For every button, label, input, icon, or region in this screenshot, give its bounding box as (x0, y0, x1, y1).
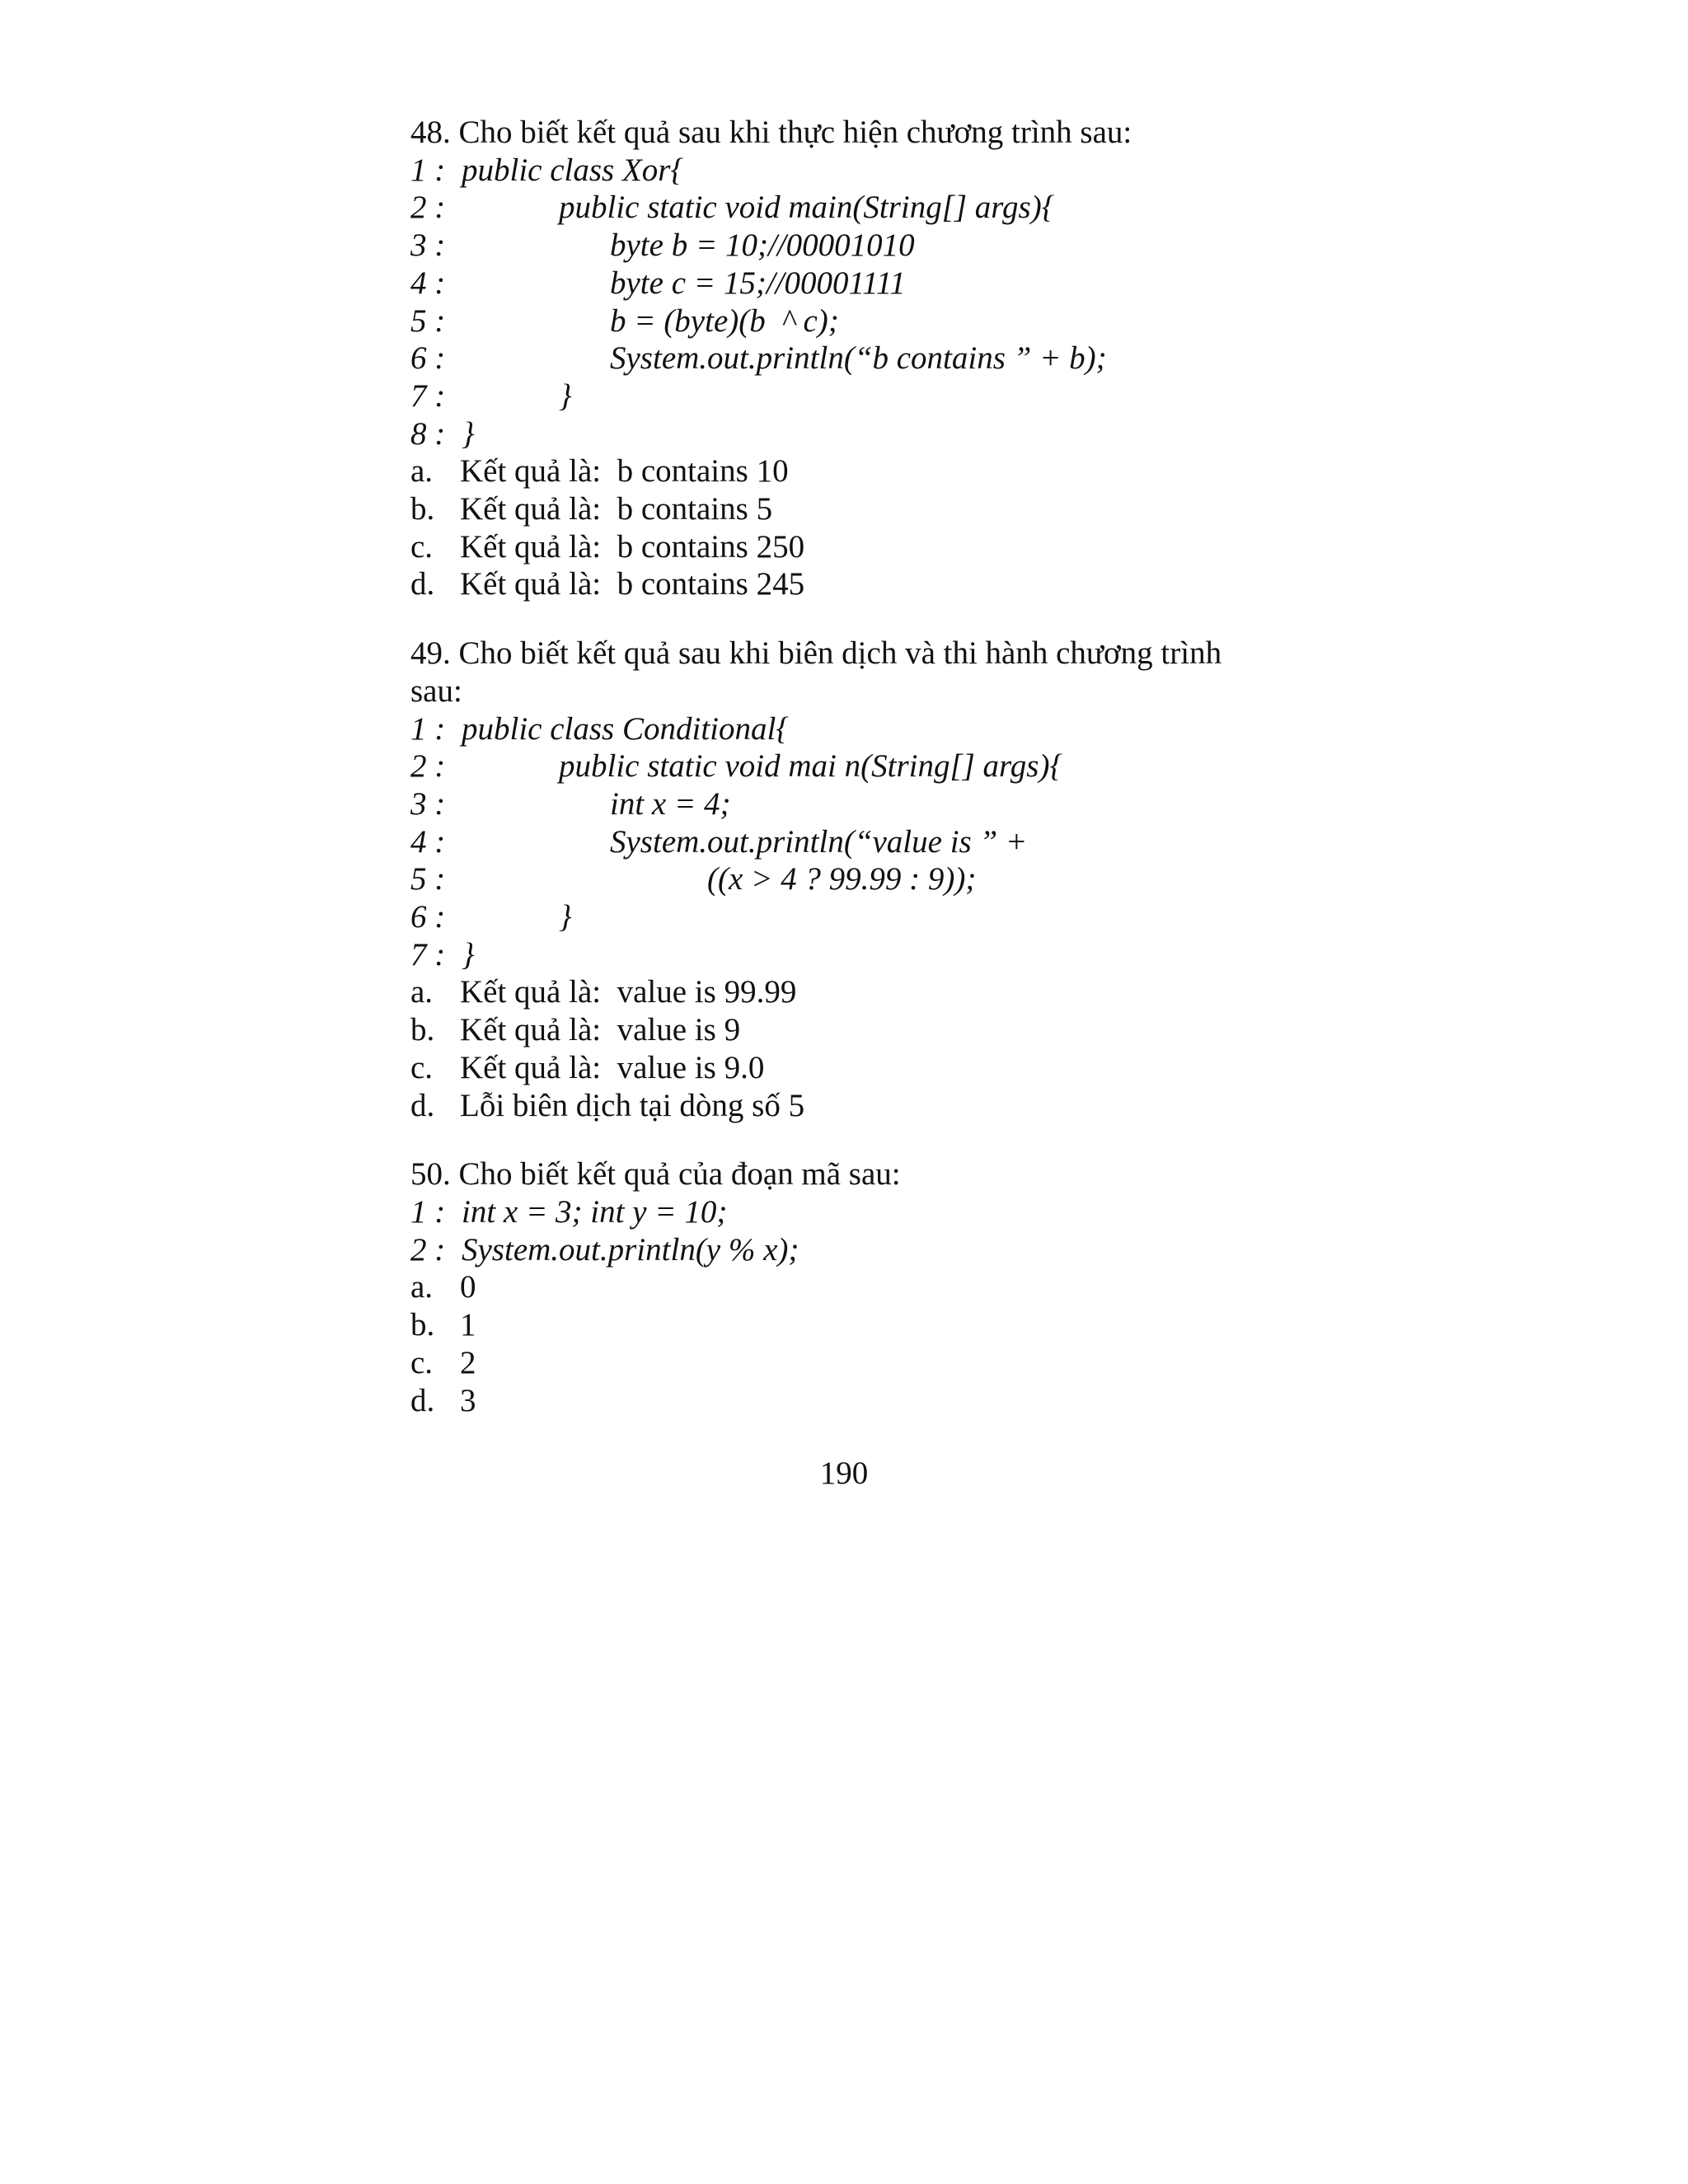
code-listing (410, 1193, 1317, 1268)
answer-option (410, 1344, 1317, 1382)
line-number: 1 : (410, 710, 446, 747)
option-text: Kết quả là: b contains 250 (460, 528, 805, 565)
answer-option (410, 452, 1317, 490)
code-text: public class Conditional{ (462, 710, 789, 747)
option-letter: d. (410, 1382, 435, 1418)
line-number: 4 : (410, 265, 446, 301)
code-line (410, 860, 1317, 898)
line-number: 5 : (410, 302, 446, 339)
code-line (410, 748, 1317, 785)
option-text: 0 (460, 1269, 476, 1305)
code-text: int x = 4; (610, 785, 731, 822)
option-text: Kết quả là: b contains 10 (460, 453, 789, 490)
option-letter: d. (410, 566, 435, 602)
line-number: 3 : (410, 227, 446, 264)
code-line (410, 898, 1317, 936)
answer-option (410, 973, 1317, 1011)
code-text: } (559, 377, 572, 414)
answer-options (410, 973, 1317, 1124)
line-number: 2 : (410, 748, 446, 785)
code-line (410, 265, 1317, 302)
code-text: } (462, 415, 475, 452)
answer-option (410, 490, 1317, 528)
option-text: Kết quả là: value is 9.0 (460, 1049, 765, 1085)
option-letter: d. (410, 1087, 435, 1123)
code-line (410, 1193, 1317, 1231)
code-text: System.out.println(“b contains ” + b); (610, 340, 1107, 377)
option-text: Kết quả là: value is 99.99 (460, 974, 797, 1010)
question-stem: 50. Cho biết kết quả của đoạn mã sau: (410, 1156, 901, 1193)
question-list (410, 114, 1317, 1419)
line-number: 1 : (410, 152, 446, 188)
question-block (410, 1155, 1317, 1419)
line-number: 1 : (410, 1193, 446, 1230)
answer-option (410, 1268, 1317, 1306)
line-number: 4 : (410, 823, 446, 860)
code-line (410, 189, 1317, 227)
code-line (410, 377, 1317, 415)
answer-option (410, 1306, 1317, 1344)
line-number: 2 : (410, 190, 446, 226)
line-number: 7 : (410, 377, 446, 414)
code-line (410, 340, 1317, 377)
line-number: 6 : (410, 899, 446, 935)
option-letter: c. (410, 1049, 434, 1085)
option-letter: b. (410, 491, 435, 527)
line-number: 6 : (410, 340, 446, 377)
code-text: byte c = 15;//00001111 (610, 265, 906, 301)
option-text: Kết quả là: b contains 5 (460, 491, 773, 527)
option-text: 1 (460, 1307, 476, 1343)
option-text: 3 (460, 1382, 476, 1418)
option-letter: c. (410, 1344, 434, 1380)
question-stem: 49. Cho biết kết quả sau khi biên dịch và thi hành chương trình sau: (410, 635, 1222, 709)
code-text: public class Xor{ (462, 152, 684, 188)
page-number: 190 (819, 1455, 869, 1491)
code-text: b = (byte)(b ^ c); (610, 302, 839, 339)
answer-option (410, 1049, 1317, 1087)
code-text: System.out.println(y % x); (462, 1231, 799, 1268)
option-text: Kết quả là: value is 9 (460, 1012, 741, 1048)
code-line (410, 152, 1317, 190)
answer-options (410, 1268, 1317, 1419)
question-block (410, 114, 1317, 603)
option-letter: a. (410, 1269, 434, 1305)
code-text: ((x > 4 ? 99.99 : 9)); (707, 861, 977, 898)
option-letter: b. (410, 1012, 435, 1048)
option-letter: c. (410, 528, 434, 565)
option-text: Kết quả là: b contains 245 (460, 566, 805, 602)
option-letter: a. (410, 453, 434, 490)
code-text: byte b = 10;//00001010 (610, 227, 915, 264)
code-line (410, 823, 1317, 861)
line-number: 7 : (410, 936, 446, 972)
code-listing (410, 710, 1317, 974)
code-text: } (559, 899, 572, 935)
option-text: Lỗi biên dịch tại dòng số 5 (460, 1087, 805, 1123)
answer-option (410, 1087, 1317, 1125)
code-line (410, 785, 1317, 823)
code-listing (410, 152, 1317, 453)
answer-option (410, 1011, 1317, 1049)
option-letter: b. (410, 1307, 435, 1343)
code-text: public static void main(String[] args){ (559, 190, 1055, 226)
code-text: } (462, 936, 475, 972)
line-number: 3 : (410, 785, 446, 822)
answer-option (410, 528, 1317, 566)
option-text: 2 (460, 1344, 476, 1380)
answer-option (410, 1382, 1317, 1420)
answer-options (410, 452, 1317, 603)
code-line (410, 936, 1317, 974)
code-text: public static void mai n(String[] args){ (559, 748, 1063, 785)
document-page (410, 114, 1317, 1419)
code-line (410, 415, 1317, 453)
code-text: System.out.println(“value is ” + (610, 823, 1028, 860)
code-line (410, 227, 1317, 265)
code-text: int x = 3; int y = 10; (462, 1193, 728, 1230)
option-letter: a. (410, 974, 434, 1010)
code-line (410, 710, 1317, 748)
answer-option (410, 565, 1317, 603)
code-line (410, 302, 1317, 340)
line-number: 8 : (410, 415, 446, 452)
line-number: 2 : (410, 1231, 446, 1268)
question-stem: 48. Cho biết kết quả sau khi thực hiện chương trình sau: (410, 115, 1132, 150)
line-number: 5 : (410, 861, 446, 898)
question-block (410, 635, 1317, 1124)
code-line (410, 1231, 1317, 1269)
